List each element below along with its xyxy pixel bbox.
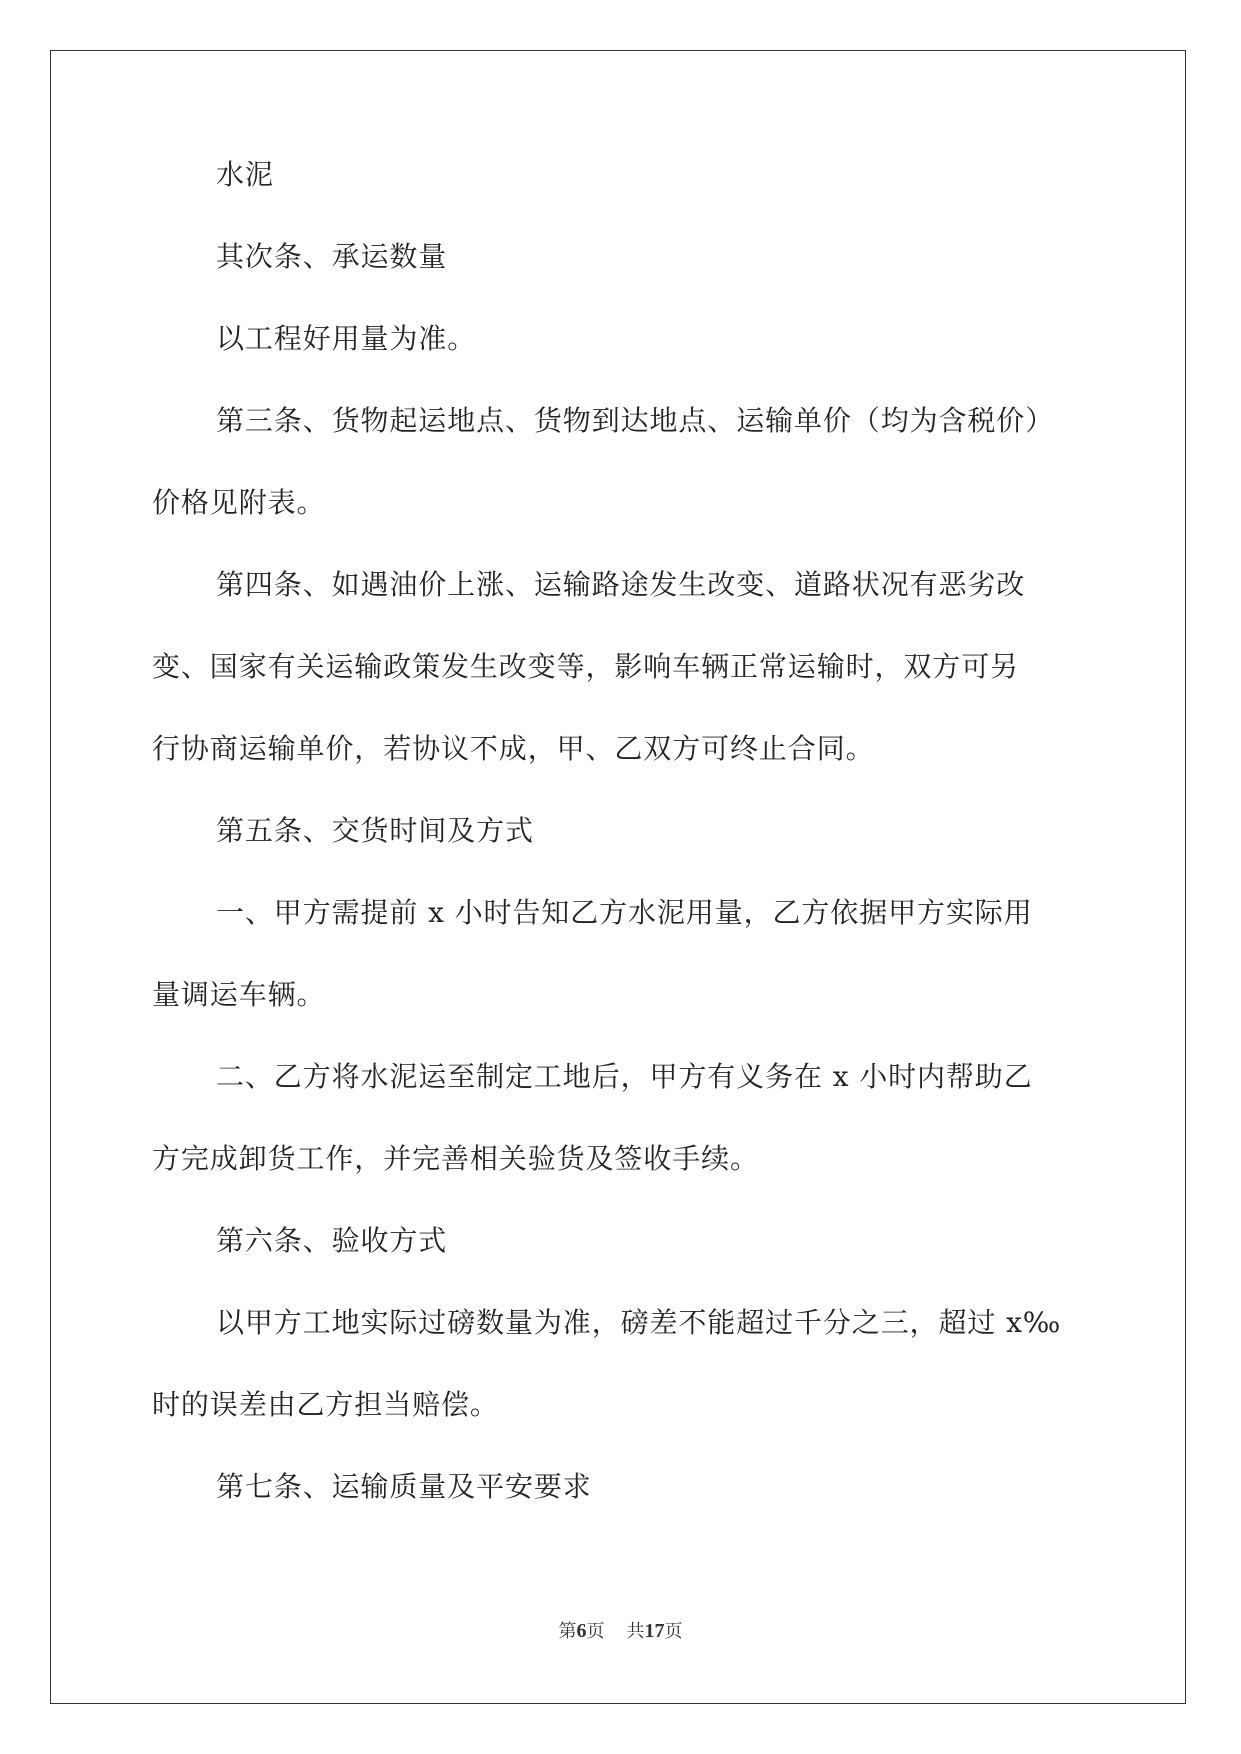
text-line: 行协商运输单价，若协议不成，甲、乙双方可终止合同。 (152, 732, 875, 765)
total-pages: 17 (644, 1620, 665, 1642)
text-line: 二、乙方将水泥运至制定工地后，甲方有义务在 x 小时内帮助乙 (216, 1060, 1033, 1093)
footer-page-suffix: 页 (586, 1621, 605, 1642)
document-body (152, 158, 1092, 1552)
section-heading: 第五条、交货时间及方式 (216, 814, 534, 847)
text-line: 第四条、如遇油价上涨、运输路途发生改变、道路状况有恶劣改 (216, 568, 1026, 601)
text-line: 水泥 (216, 158, 274, 191)
text-line: 以甲方工地实际过磅数量为准，磅差不能超过千分之三，超过 x‰ (216, 1306, 1062, 1339)
text-line: 时的误差由乙方担当赔偿。 (152, 1388, 499, 1421)
text-line: 价格见附表。 (152, 486, 326, 519)
section-heading: 第六条、验收方式 (216, 1224, 448, 1257)
page-number: 6 (576, 1620, 587, 1642)
text-line: 量调运车辆。 (152, 978, 326, 1011)
text-line: 变、国家有关运输政策发生改变等，影响车辆正常运输时，双方可另 (152, 650, 1020, 683)
text-line: 方完成卸货工作，并完善相关验货及签收手续。 (152, 1142, 759, 1175)
page-footer (0, 1620, 1241, 1643)
section-heading: 第七条、运输质量及平安要求 (216, 1470, 592, 1503)
section-heading: 其次条、承运数量 (216, 240, 448, 273)
text-line: 第三条、货物起运地点、货物到达地点、运输单价（均为含税价） (216, 404, 1055, 437)
footer-total-suffix: 页 (664, 1621, 683, 1642)
footer-total-prefix: 共 (626, 1621, 645, 1642)
text-line: 一、甲方需提前 x 小时告知乙方水泥用量，乙方依据甲方实际用 (216, 896, 1033, 929)
footer-prefix: 第 (558, 1621, 577, 1642)
text-line: 以工程好用量为准。 (216, 322, 477, 355)
